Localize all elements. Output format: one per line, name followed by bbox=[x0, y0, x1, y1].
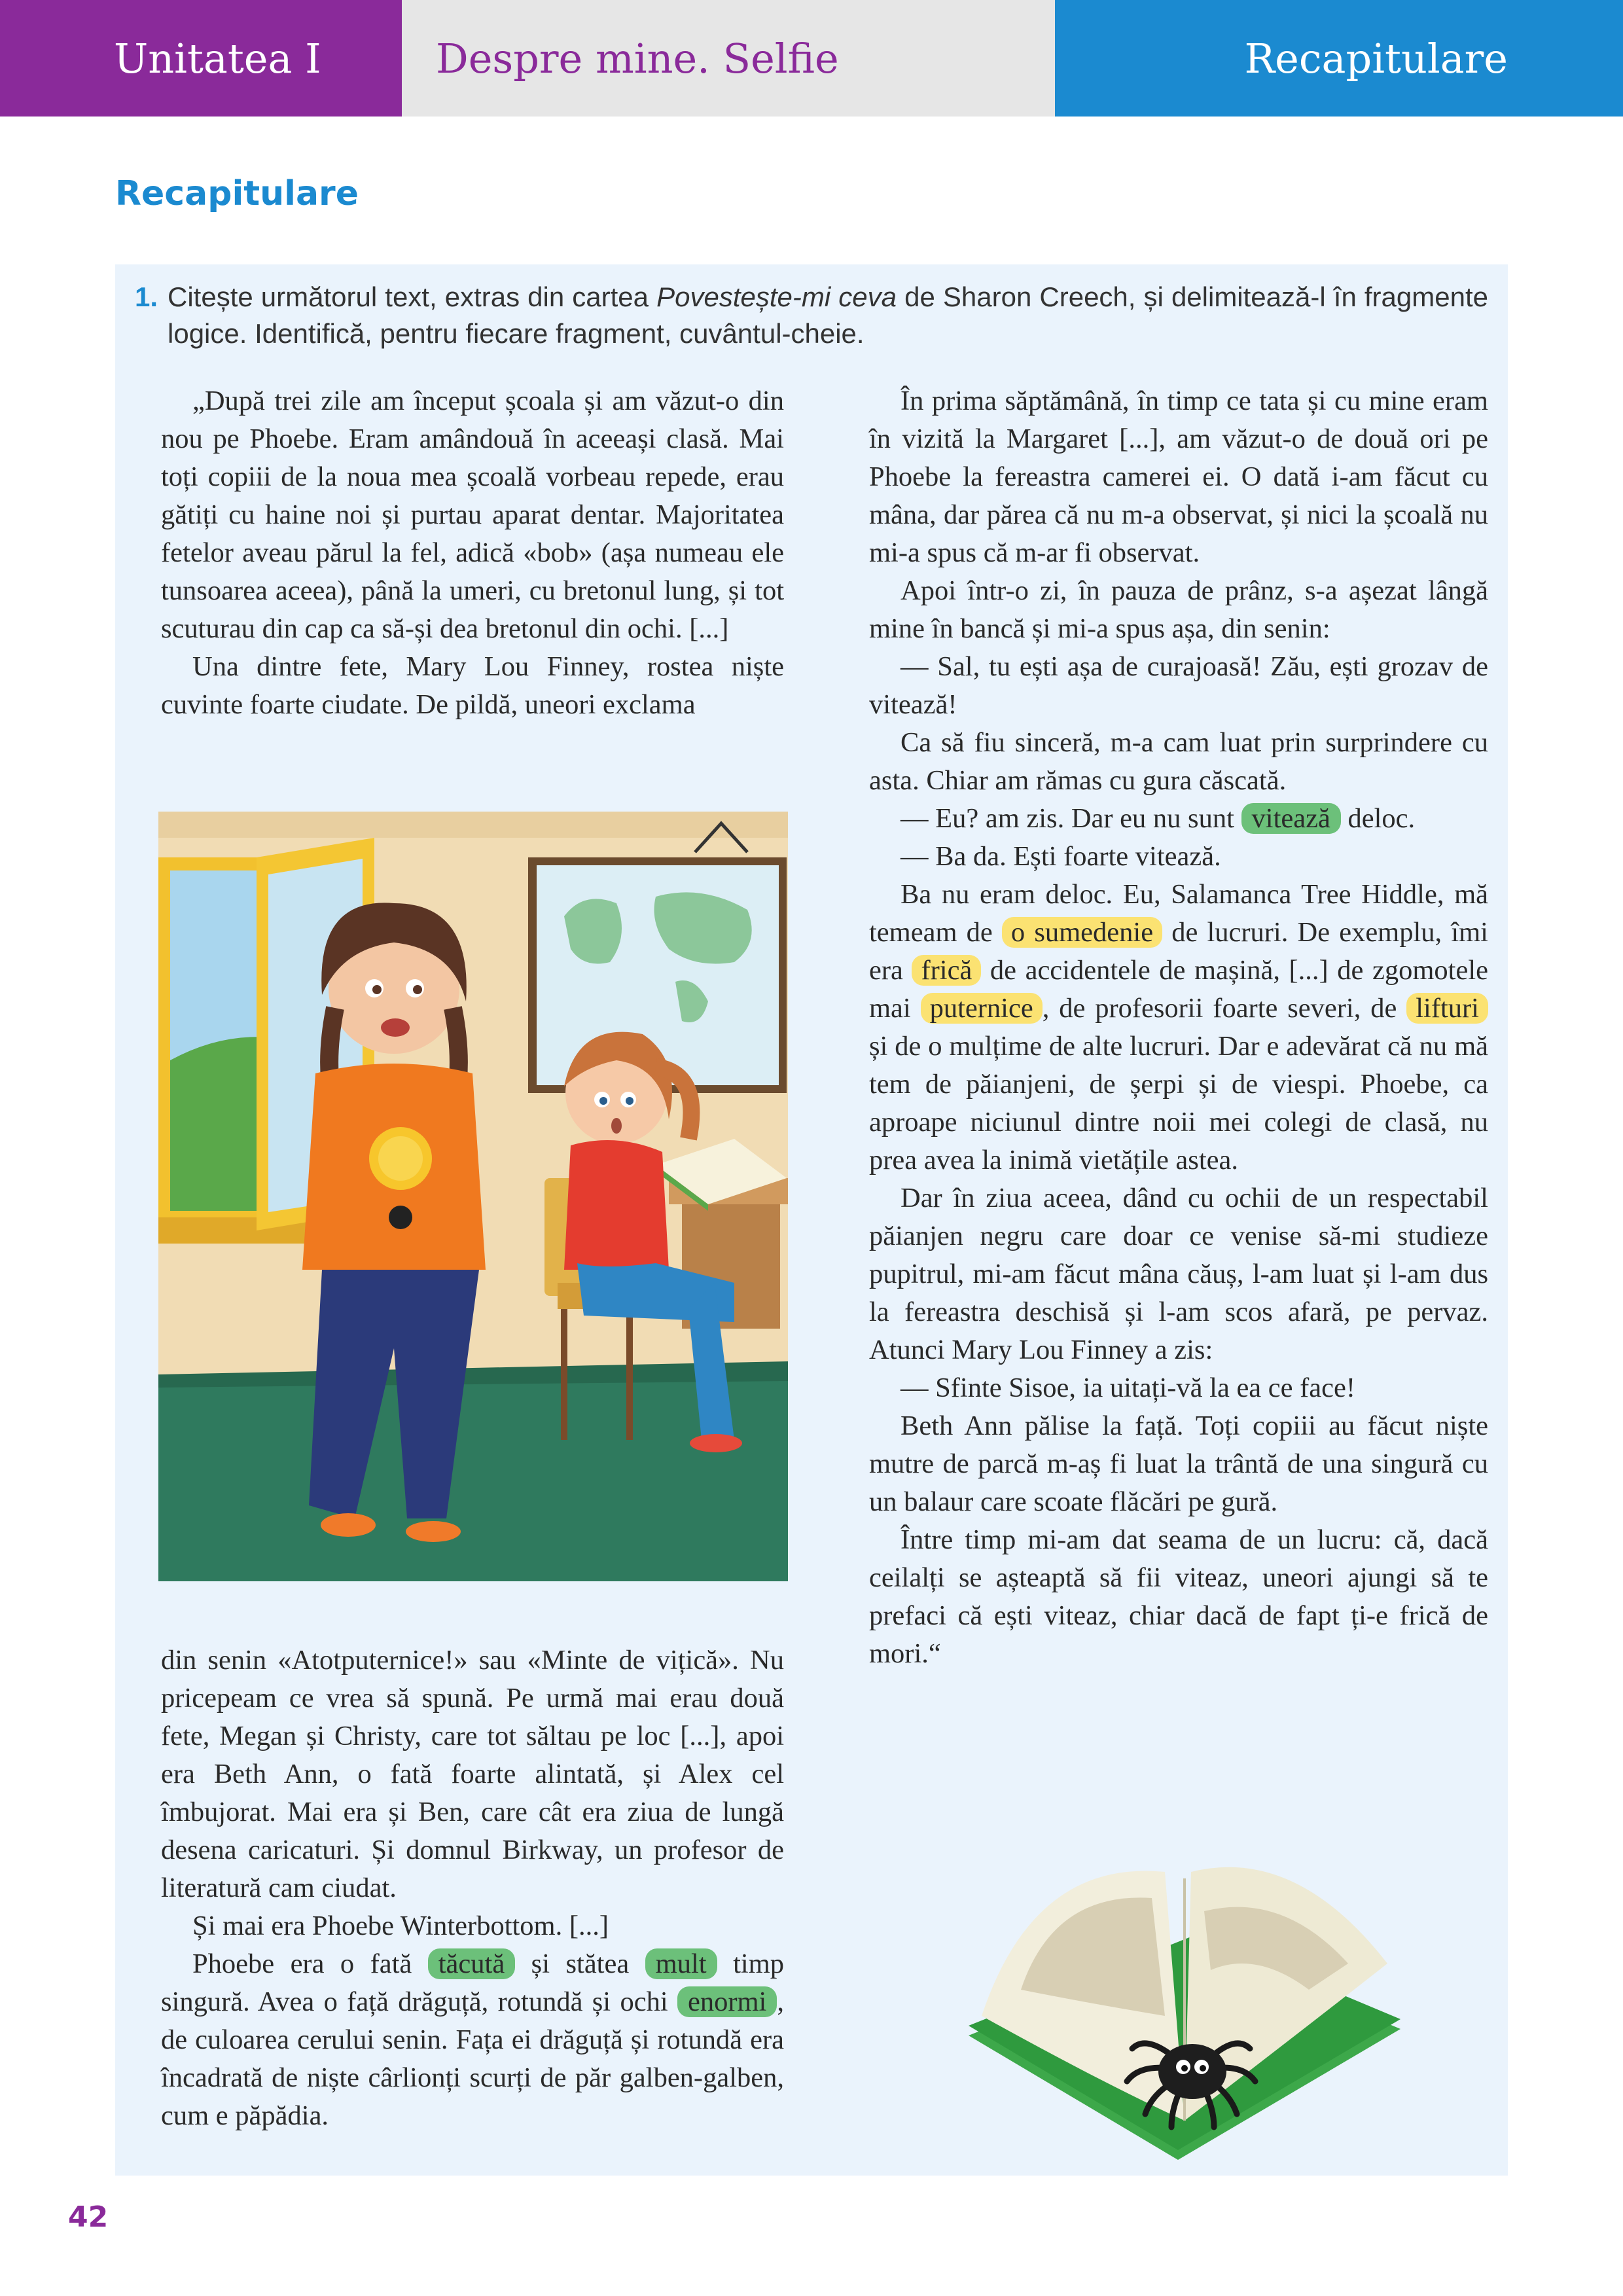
paragraph: — Sal, tu ești așa de curajoasă! Zău, ești grozav de vitează! bbox=[869, 651, 1488, 720]
right-column bbox=[869, 382, 1488, 1673]
paragraph: — Sfinte Sisoe, ia uitați-vă la ea ce face! bbox=[901, 1372, 1356, 1403]
keyword-highlight: tăcută bbox=[428, 1948, 515, 1979]
paragraph: Ca să fiu sinceră, m-a cam luat prin surprindere cu asta. Chiar am rămas cu gura căscată. bbox=[869, 727, 1488, 796]
keyword-highlight: lifturi bbox=[1406, 993, 1488, 1024]
unit-label: Unitatea I bbox=[0, 0, 402, 117]
paragraph: Dar în ziua aceea, dând cu ochii de un respectabil păianjen negru care doar ce venise să-mi studieze pupitrul, mi-am făcut mâna căuș, l-am luat și l-am dus la fereastra deschisă și l-am scos afară, pe pervaz. Atunci Mary Lou Finney a zis: bbox=[869, 1183, 1488, 1365]
keyword-highlight: vitează bbox=[1241, 803, 1341, 834]
keyword-highlight: o sumedenie bbox=[1002, 917, 1162, 948]
left-column-top bbox=[161, 382, 784, 724]
book-spider-illustration bbox=[955, 1820, 1407, 2186]
topic-label: Despre mine. Selfie bbox=[402, 0, 1055, 117]
paragraph: Una dintre fete, Mary Lou Finney, rostea niște cuvinte foarte ciudate. De pildă, uneori exclama bbox=[161, 651, 784, 720]
task-number: 1. bbox=[135, 281, 158, 312]
page-title: Recapitulare bbox=[115, 174, 359, 213]
paragraph: Între timp mi-am dat seama de un lucru: că, dacă ceilalți se așteaptă să fii viteaz, uneori ajungi să te prefaci că ești viteaz, chiar dacă de fapt ți-e frică de mori.“ bbox=[869, 1524, 1488, 1669]
paragraph: Beth Ann pălise la față. Toți copiii au făcut niște mutre de parcă m-aș fi luat la trântă de una singură cu un balaur care scoate flăcări pe gură. bbox=[869, 1410, 1488, 1517]
keyword-highlight: puternice bbox=[921, 993, 1043, 1024]
keyword-highlight: enormi bbox=[677, 1986, 777, 2017]
paragraph: Apoi într-o zi, în pauza de prânz, s-a așezat lângă mine în bancă și mi-a spus așa, din senin: bbox=[869, 575, 1488, 644]
paragraph: din senin «Atotputernice!» sau «Minte de vițică». Nu pricepeam ce vrea să spună. Pe urmă mai erau două fete, Megan și Christy, care tot săltau pe loc [...], apoi era Beth Ann, o fată foarte alintată, și Alex cel îmbujorat. Mai era și Ben, care cât era ziua de lungă desena caricaturi. Și domnul Birkway, un profesor de literatură cam ciudat. bbox=[161, 1645, 784, 1903]
task-text: Citește următorul text, extras din cartea Povestește-mi ceva de Sharon Creech, și delimitează-l în fragmente logice. Identifică, pentru fiecare fragment, cuvântul-cheie. bbox=[168, 281, 1488, 349]
paragraph: — Eu? am zis. Dar eu nu sunt vitează deloc. bbox=[901, 803, 1416, 834]
paragraph: — Ba da. Ești foarte vitează. bbox=[901, 841, 1221, 872]
keyword-highlight: mult bbox=[645, 1948, 717, 1979]
task-instruction bbox=[135, 279, 1488, 352]
paragraph: „După trei zile am început școala și am văzut-o din nou pe Phoebe. Eram amândouă în aceeași clasă. Mai toți copiii de la noua mea școală vorbeau repede, erau gătiți cu haine noi și purtau aparat dentar. Majoritatea fetelor aveau părul la fel, adică «bob» (așa numeau ele tunsoarea aceea), până la umeri, cu bretonul lung, și tot scuturau din cap ca să-și dea bretonul din ochi. [...] bbox=[161, 386, 784, 644]
keyword-highlight: frică bbox=[912, 955, 981, 986]
paragraph: În prima săptămână, în timp ce tata și cu mine eram în vizită la Margaret [...], am văzut-o de două ori pe Phoebe la fereastra camerei ei. O dată i-am făcut cu mâna, dar părea că nu m-a observat, și nici la școală nu mi-a spus că m-ar fi observat. bbox=[869, 386, 1488, 568]
paragraph: Phoebe era o fată tăcută și stătea mult timp singură. Avea o față drăguță, rotundă și ochi enormi , de culoarea cerului senin. Fața ei drăguță și rotundă era încadrată de niște cârlionți scurți de păr galben-galben, cum e păpădia. bbox=[161, 1948, 784, 2131]
left-column-bottom bbox=[161, 1641, 784, 2135]
page-number: 42 bbox=[68, 2200, 109, 2234]
paragraph: Ba nu eram deloc. Eu, Salamanca Tree Hiddle, mă temeam de o sumedenie de lucruri. De exemplu, îmi era frică de accidentele de mașină, [...] de zgomotele mai puternice , de profesorii foarte severi, de lifturi și de o mulțime de alte lucruri. Dar e adevărat că nu mă tem de păianjeni, de șerpi și de viespi. Phoebe, ca aproape niciunul dintre noii mei colegi de clasă, nu prea avea la inimă vietățile astea. bbox=[869, 879, 1488, 1175]
paragraph: Și mai era Phoebe Winterbottom. [...] bbox=[192, 1910, 609, 1941]
classroom-illustration bbox=[158, 812, 788, 1581]
book-title: Povestește-mi ceva bbox=[656, 281, 897, 312]
section-label: Recapitulare bbox=[1055, 0, 1623, 117]
